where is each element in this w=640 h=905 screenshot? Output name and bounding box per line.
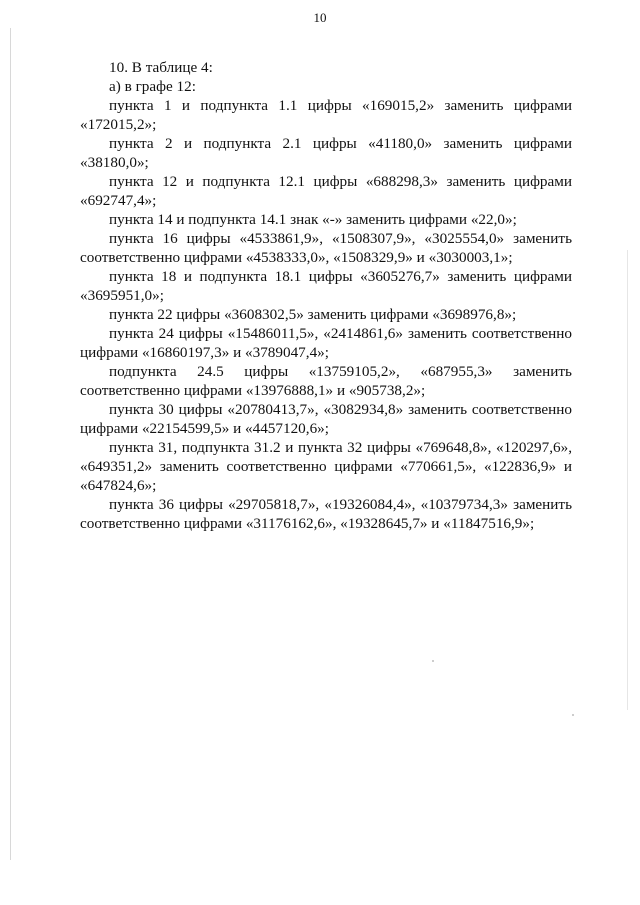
- paragraph: пункта 30 цифры «20780413,7», «3082934,8» заменить соответственно цифрами «22154599,5» и «4457120,6»;: [80, 401, 572, 437]
- paragraph-subheading: а) в графе 12:: [109, 78, 196, 95]
- scan-speck: [432, 660, 434, 662]
- paragraph: пункта 12 и подпункта 12.1 цифры «688298,3» заменить цифрами «692747,4»;: [80, 173, 572, 209]
- scan-edge-left: [10, 28, 11, 860]
- paragraph-heading: 10. В таблице 4:: [109, 59, 213, 76]
- paragraph: пункта 16 цифры «4533861,9», «1508307,9», «3025554,0» заменить соответственно цифрами «4538333,0», «1508329,9» и «3030003,1»;: [80, 230, 572, 266]
- page-number: 10: [313, 10, 327, 25]
- paragraph: пункта 22 цифры «3608302,5» заменить цифрами «3698976,8»;: [109, 306, 517, 323]
- paragraph: пункта 31, подпункта 31.2 и пункта 32 цифры «769648,8», «120297,6», «649351,2» заменить соответственно цифрами «770661,5», «122836,9» и «647824,6»;: [80, 439, 572, 494]
- paragraph: пункта 24 цифры «15486011,5», «2414861,6» заменить соответственно цифрами «16860197,3» и «3789047,4»;: [80, 325, 572, 361]
- scan-speck: [572, 714, 574, 716]
- document-body: [80, 58, 572, 533]
- paragraph: пункта 18 и подпункта 18.1 цифры «3605276,7» заменить цифрами «3695951,0»;: [80, 268, 572, 304]
- paragraph: пункта 2 и подпункта 2.1 цифры «41180,0» заменить цифрами «38180,0»;: [80, 135, 572, 171]
- paragraph: подпункта 24.5 цифры «13759105,2», «687955,3» заменить соответственно цифрами «13976888,1» и «905738,2»;: [80, 363, 572, 399]
- scan-edge-right: [627, 250, 628, 710]
- paragraph: пункта 1 и подпункта 1.1 цифры «169015,2» заменить цифрами «172015,2»;: [80, 97, 572, 133]
- paragraph: пункта 36 цифры «29705818,7», «19326084,4», «10379734,3» заменить соответственно цифрами «31176162,6», «19328645,7» и «11847516,9»;: [80, 496, 572, 532]
- paragraph: пункта 14 и подпункта 14.1 знак «-» заменить цифрами «22,0»;: [109, 211, 517, 228]
